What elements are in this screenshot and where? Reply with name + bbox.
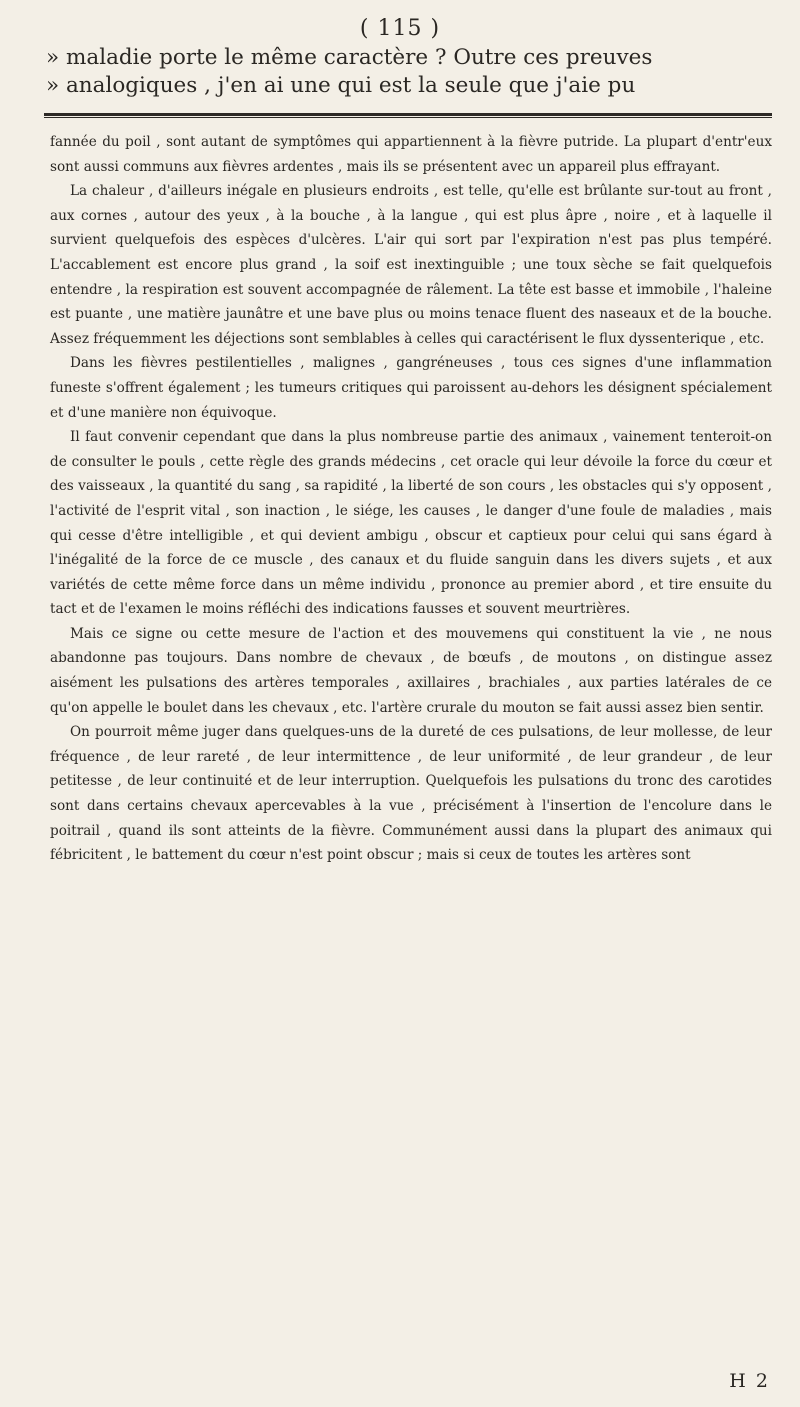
paragraph: Dans les fièvres pestilentielles , malignes , gangréneuses , tous ces signes d'une inflammation funeste s'offrent également ; les tumeurs critiques qui paroissent au-dehors les désignent spécialement et d'une manière non équivoque.	[50, 355, 772, 421]
paragraph: fannée du poil , sont autant de symptômes qui appartiennent à la fièvre putride. La plupart d'entr'eux sont aussi communs aux fièvres ardentes , mais ils se présentent avec un appareil plus effrayant.	[50, 134, 772, 175]
paragraph: Mais ce signe ou cette mesure de l'action et des mouvemens qui constituent la vie , ne nous abandonne pas toujours. Dans nombre de chevaux , de bœufs , de moutons , on distingue assez aisément les pulsations des artères temporales , axillaires , brachiales , aux parties latérales de ce qu'on appelle le boulet dans les chevaux , etc. l'artère crurale du mouton se fait aussi assez bien sentir.	[50, 625, 772, 716]
quoted-line: » maladie porte le même caractère ? Outre ces preuves	[46, 45, 653, 70]
quoted-text-block	[46, 44, 766, 100]
signature-mark: H 2	[729, 1370, 770, 1392]
paragraph: On pourroit même juger dans quelques-uns de la dureté de ces pulsations, de leur mollesse, de leur fréquence , de leur rareté , de leur intermittence , de leur uniformité , de leur grandeur , de leur petitesse , de leur continuité et de leur interruption. Quelquefois les pulsations du tronc des carotides sont dans certains chevaux apercevables à la vue , précisément à l'insertion de l'encolure dans le poitrail , quand ils sont atteints de la fièvre. Communément aussi dans la plupart des animaux qui fébricitent , le battement du cœur n'est point obscur ; mais si ceux de toutes les artères sont	[50, 724, 772, 864]
paragraph: Il faut convenir cependant que dans la plus nombreuse partie des animaux , vainement tenteroit-on de consulter le pouls , cette règle des grands médecins , cet oracle qui leur dévoile la force du cœur et des vaisseaux , la quantité du sang , sa rapidité , la liberté de son cours , les obstacles qui s'y opposent , l'activité de l'esprit vital , son inaction , le siége, les causes , le danger d'une foule de maladies , mais qui cesse d'être intelligible , et qui devient ambigu , obscur et captieux pour celui qui sans égard à l'inégalité de la force de ce muscle , des canaux et du fluide sanguin dans les divers sujets , et aux variétés de cette même force dans un même individu , prononce au premier abord , et tire ensuite du tact et de l'examen le moins réfléchi des indications fausses et souvent meurtrières.	[50, 429, 772, 618]
page-number: ( 115 )	[359, 16, 441, 41]
body-text	[50, 130, 772, 868]
section-divider	[44, 113, 772, 118]
quoted-line: » analogiques , j'en ai une qui est la seule que j'aie pu	[46, 73, 636, 98]
paragraph: La chaleur , d'ailleurs inégale en plusieurs endroits , est telle, qu'elle est brûlante sur-tout au front , aux cornes , autour des yeux , à la bouche , à la langue , qui est plus âpre , noire , et à laquelle il survient quelquefois des espèces d'ulcères. L'air qui sort par l'expiration n'est pas plus tempéré. L'accablement est encore plus grand , la soif est inextinguible ; une toux sèche se fait quelquefois entendre , la respiration est souvent accompagnée de râlement. La tête est basse et immobile , l'haleine est puante , une matière jaunâtre et une bave plus ou moins tenace fluent des naseaux et de la bouche. Assez fréquemment les déjections sont semblables à celles qui caractérisent le flux dyssenterique , etc.	[50, 183, 772, 347]
